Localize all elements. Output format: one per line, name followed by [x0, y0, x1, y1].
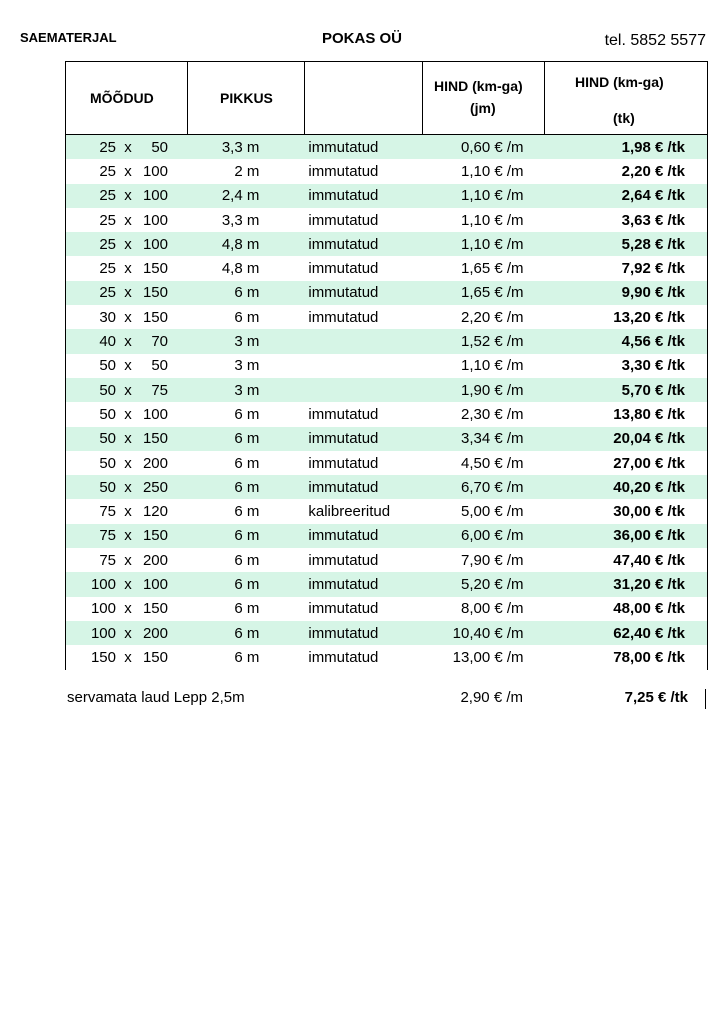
dim-a: 25	[99, 162, 116, 180]
cell-length: 6 m	[234, 430, 260, 448]
table-row	[65, 645, 708, 669]
cell-length: 6 m	[234, 527, 260, 545]
header-price-per-meter	[422, 62, 544, 134]
cell-type: immutatud	[308, 648, 379, 666]
cell-price-per-meter: 8,00 € /m	[460, 600, 524, 618]
dim-separator: x	[124, 527, 132, 545]
cell-type: immutatud	[308, 138, 379, 156]
dim-a: 75	[99, 527, 116, 545]
cell-dimensions	[66, 576, 188, 593]
cell-price-per-piece: 13,80 € /tk	[613, 405, 685, 423]
dim-a: 75	[99, 503, 116, 521]
cell-price-per-meter: 1,10 € /m	[460, 187, 524, 205]
cell-price-per-piece: 40,20 € /tk	[613, 478, 685, 496]
cell-price-per-meter: 5,00 € /m	[460, 503, 524, 521]
cell-length: 6 m	[234, 648, 260, 666]
cell-price-per-piece: 27,00 € /tk	[613, 454, 685, 472]
cell-type: immutatud	[308, 454, 379, 472]
cell-length: 6 m	[234, 575, 260, 593]
dim-separator: x	[124, 235, 132, 253]
dim-a: 50	[99, 357, 116, 375]
cell-dimensions	[66, 284, 188, 301]
cell-price-per-piece: 9,90 € /tk	[621, 284, 685, 302]
extra-item-label: servamata laud Lepp 2,5m	[67, 689, 245, 706]
header-price-per-meter-line1: HIND (km-ga)	[434, 78, 523, 94]
cell-dimensions	[66, 625, 188, 642]
cell-length: 4,8 m	[221, 260, 260, 278]
dim-a: 50	[99, 430, 116, 448]
dim-separator: x	[124, 624, 132, 642]
header-type	[304, 62, 422, 134]
dim-b: 100	[142, 162, 168, 180]
dim-b: 100	[142, 211, 168, 229]
table-row	[65, 475, 708, 499]
header-length-label: PIKKUS	[220, 90, 273, 106]
cell-dimensions	[66, 552, 188, 569]
cell-dimensions	[66, 163, 188, 180]
dim-b: 120	[142, 503, 168, 521]
cell-price-per-meter: 1,10 € /m	[460, 211, 524, 229]
cell-dimensions	[66, 503, 188, 520]
cell-price-per-meter: 1,10 € /m	[460, 357, 524, 375]
table-row	[65, 524, 708, 548]
cell-dimensions	[66, 455, 188, 472]
cell-price-per-meter: 4,50 € /m	[460, 454, 524, 472]
table-body	[65, 135, 708, 670]
dim-separator: x	[124, 381, 132, 399]
cell-type: immutatud	[308, 405, 379, 423]
dim-separator: x	[124, 551, 132, 569]
dim-a: 100	[90, 624, 116, 642]
table-row	[65, 329, 708, 353]
cell-price-per-piece: 4,56 € /tk	[621, 333, 685, 351]
dim-b: 200	[142, 624, 168, 642]
price-table	[65, 61, 708, 670]
cell-length: 3 m	[234, 333, 260, 351]
extra-item-row	[67, 689, 708, 711]
extra-item-price-per-piece: 7,25 € /tk	[624, 689, 688, 706]
dim-a: 100	[90, 600, 116, 618]
dim-b: 150	[142, 260, 168, 278]
table-row	[65, 208, 708, 232]
cell-dimensions	[66, 479, 188, 496]
cell-price-per-piece: 5,70 € /tk	[621, 381, 685, 399]
cell-dimensions	[66, 527, 188, 544]
dim-separator: x	[124, 187, 132, 205]
dim-a: 75	[99, 551, 116, 569]
company-name: POKAS OÜ	[322, 30, 403, 47]
dim-b: 150	[142, 430, 168, 448]
cell-type: immutatud	[308, 624, 379, 642]
dim-a: 100	[90, 575, 116, 593]
dim-a: 25	[99, 138, 116, 156]
cell-dimensions	[66, 333, 188, 350]
cell-type: immutatud	[308, 551, 379, 569]
table-row	[65, 232, 708, 256]
cell-price-per-piece: 31,20 € /tk	[613, 575, 685, 593]
cell-dimensions	[66, 212, 188, 229]
cell-type: immutatud	[308, 235, 379, 253]
cell-price-per-piece: 47,40 € /tk	[613, 551, 685, 569]
dim-b: 200	[142, 454, 168, 472]
dim-separator: x	[124, 260, 132, 278]
dim-a: 25	[99, 211, 116, 229]
table-row	[65, 427, 708, 451]
cell-dimensions	[66, 309, 188, 326]
cell-dimensions	[66, 600, 188, 617]
dim-separator: x	[124, 430, 132, 448]
table-row	[65, 572, 708, 596]
cell-type: kalibreeritud	[308, 503, 391, 521]
table-row	[65, 159, 708, 183]
cell-price-per-meter: 1,65 € /m	[460, 284, 524, 302]
dim-b: 50	[151, 138, 168, 156]
table-row	[65, 281, 708, 305]
cell-length: 6 m	[234, 478, 260, 496]
cell-price-per-piece: 3,30 € /tk	[621, 357, 685, 375]
table-row	[65, 402, 708, 426]
cell-type: immutatud	[308, 478, 379, 496]
dim-b: 150	[142, 648, 168, 666]
table-row	[65, 256, 708, 280]
cell-price-per-piece: 48,00 € /tk	[613, 600, 685, 618]
company-category: SAEMATERJAL	[20, 30, 117, 45]
table-header	[65, 61, 708, 135]
cell-dimensions	[66, 187, 188, 204]
header-price-per-piece-line1: HIND (km-ga)	[575, 74, 664, 90]
cell-price-per-meter: 5,20 € /m	[460, 575, 524, 593]
cell-price-per-meter: 1,90 € /m	[460, 381, 524, 399]
cell-length: 6 m	[234, 624, 260, 642]
cell-price-per-piece: 78,00 € /tk	[613, 648, 685, 666]
dim-b: 50	[151, 357, 168, 375]
dim-separator: x	[124, 648, 132, 666]
dim-b: 250	[142, 478, 168, 496]
cell-price-per-meter: 6,70 € /m	[460, 478, 524, 496]
cell-price-per-meter: 0,60 € /m	[460, 138, 524, 156]
dim-separator: x	[124, 162, 132, 180]
cell-price-per-piece: 13,20 € /tk	[613, 308, 685, 326]
cell-price-per-meter: 1,52 € /m	[460, 333, 524, 351]
header-price-per-meter-line2: (jm)	[470, 100, 496, 116]
dim-a: 50	[99, 405, 116, 423]
table-row	[65, 354, 708, 378]
cell-type: immutatud	[308, 211, 379, 229]
company-phone: tel. 5852 5577	[604, 32, 706, 49]
cell-type: immutatud	[308, 162, 379, 180]
table-row	[65, 305, 708, 329]
cell-price-per-piece: 20,04 € /tk	[613, 430, 685, 448]
cell-price-per-meter: 2,30 € /m	[460, 405, 524, 423]
header-price-per-piece	[544, 62, 708, 134]
cell-dimensions	[66, 139, 188, 156]
cell-price-per-meter: 1,65 € /m	[460, 260, 524, 278]
table-row	[65, 621, 708, 645]
cell-price-per-meter: 3,34 € /m	[460, 430, 524, 448]
cell-price-per-piece: 5,28 € /tk	[621, 235, 685, 253]
cell-type: immutatud	[308, 308, 379, 326]
dim-a: 150	[90, 648, 116, 666]
cell-length: 6 m	[234, 503, 260, 521]
cell-length: 6 m	[234, 405, 260, 423]
cell-price-per-piece: 7,92 € /tk	[621, 260, 685, 278]
dim-separator: x	[124, 284, 132, 302]
dim-a: 40	[99, 333, 116, 351]
dim-separator: x	[124, 357, 132, 375]
cell-length: 6 m	[234, 551, 260, 569]
dim-separator: x	[124, 478, 132, 496]
cell-price-per-piece: 1,98 € /tk	[621, 138, 685, 156]
cell-length: 3 m	[234, 381, 260, 399]
cell-type: immutatud	[308, 187, 379, 205]
cell-type: immutatud	[308, 430, 379, 448]
cell-dimensions	[66, 406, 188, 423]
cell-price-per-meter: 13,00 € /m	[452, 648, 524, 666]
dim-a: 25	[99, 187, 116, 205]
extra-item-divider	[705, 689, 706, 709]
dim-b: 100	[142, 575, 168, 593]
dim-a: 25	[99, 235, 116, 253]
dim-a: 50	[99, 454, 116, 472]
cell-type: immutatud	[308, 284, 379, 302]
dim-separator: x	[124, 503, 132, 521]
cell-length: 4,8 m	[221, 235, 260, 253]
table-row	[65, 378, 708, 402]
table-row	[65, 451, 708, 475]
dim-separator: x	[124, 575, 132, 593]
cell-price-per-piece: 3,63 € /tk	[621, 211, 685, 229]
dim-b: 75	[151, 381, 168, 399]
dim-separator: x	[124, 308, 132, 326]
dim-separator: x	[124, 454, 132, 472]
cell-price-per-piece: 30,00 € /tk	[613, 503, 685, 521]
dim-a: 25	[99, 260, 116, 278]
dim-separator: x	[124, 333, 132, 351]
cell-dimensions	[66, 649, 188, 666]
cell-price-per-meter: 7,90 € /m	[460, 551, 524, 569]
dim-a: 30	[99, 308, 116, 326]
dim-b: 70	[151, 333, 168, 351]
cell-type: immutatud	[308, 575, 379, 593]
cell-price-per-piece: 62,40 € /tk	[613, 624, 685, 642]
cell-length: 3,3 m	[221, 138, 260, 156]
table-row	[65, 184, 708, 208]
cell-dimensions	[66, 382, 188, 399]
cell-dimensions	[66, 236, 188, 253]
dim-b: 150	[142, 600, 168, 618]
cell-dimensions	[66, 260, 188, 277]
header-dimensions	[65, 62, 187, 134]
dim-b: 200	[142, 551, 168, 569]
cell-length: 2,4 m	[221, 187, 260, 205]
table-row	[65, 135, 708, 159]
header-price-per-piece-line2: (tk)	[613, 110, 635, 126]
cell-type: immutatud	[308, 600, 379, 618]
extra-item-price-per-meter: 2,90 € /m	[460, 689, 523, 706]
dim-separator: x	[124, 405, 132, 423]
cell-price-per-piece: 2,64 € /tk	[621, 187, 685, 205]
cell-length: 3,3 m	[221, 211, 260, 229]
table-row	[65, 499, 708, 523]
cell-price-per-piece: 2,20 € /tk	[621, 162, 685, 180]
dim-a: 50	[99, 478, 116, 496]
dim-separator: x	[124, 138, 132, 156]
cell-price-per-meter: 6,00 € /m	[460, 527, 524, 545]
cell-price-per-meter: 2,20 € /m	[460, 308, 524, 326]
dim-separator: x	[124, 600, 132, 618]
dim-b: 100	[142, 235, 168, 253]
cell-length: 2 m	[234, 162, 260, 180]
cell-type: immutatud	[308, 527, 379, 545]
dim-b: 100	[142, 405, 168, 423]
cell-length: 6 m	[234, 600, 260, 618]
table-row	[65, 597, 708, 621]
dim-separator: x	[124, 211, 132, 229]
header-length	[187, 62, 304, 134]
cell-price-per-meter: 1,10 € /m	[460, 235, 524, 253]
cell-price-per-meter: 1,10 € /m	[460, 162, 524, 180]
cell-length: 6 m	[234, 284, 260, 302]
cell-length: 6 m	[234, 454, 260, 472]
dim-b: 100	[142, 187, 168, 205]
cell-dimensions	[66, 357, 188, 374]
cell-price-per-piece: 36,00 € /tk	[613, 527, 685, 545]
dim-a: 50	[99, 381, 116, 399]
dim-b: 150	[142, 308, 168, 326]
dim-b: 150	[142, 284, 168, 302]
cell-dimensions	[66, 430, 188, 447]
cell-length: 3 m	[234, 357, 260, 375]
cell-length: 6 m	[234, 308, 260, 326]
cell-price-per-meter: 10,40 € /m	[452, 624, 524, 642]
cell-type: immutatud	[308, 260, 379, 278]
header-dimensions-label: MÕÕDUD	[90, 90, 154, 106]
dim-a: 25	[99, 284, 116, 302]
table-row	[65, 548, 708, 572]
dim-b: 150	[142, 527, 168, 545]
